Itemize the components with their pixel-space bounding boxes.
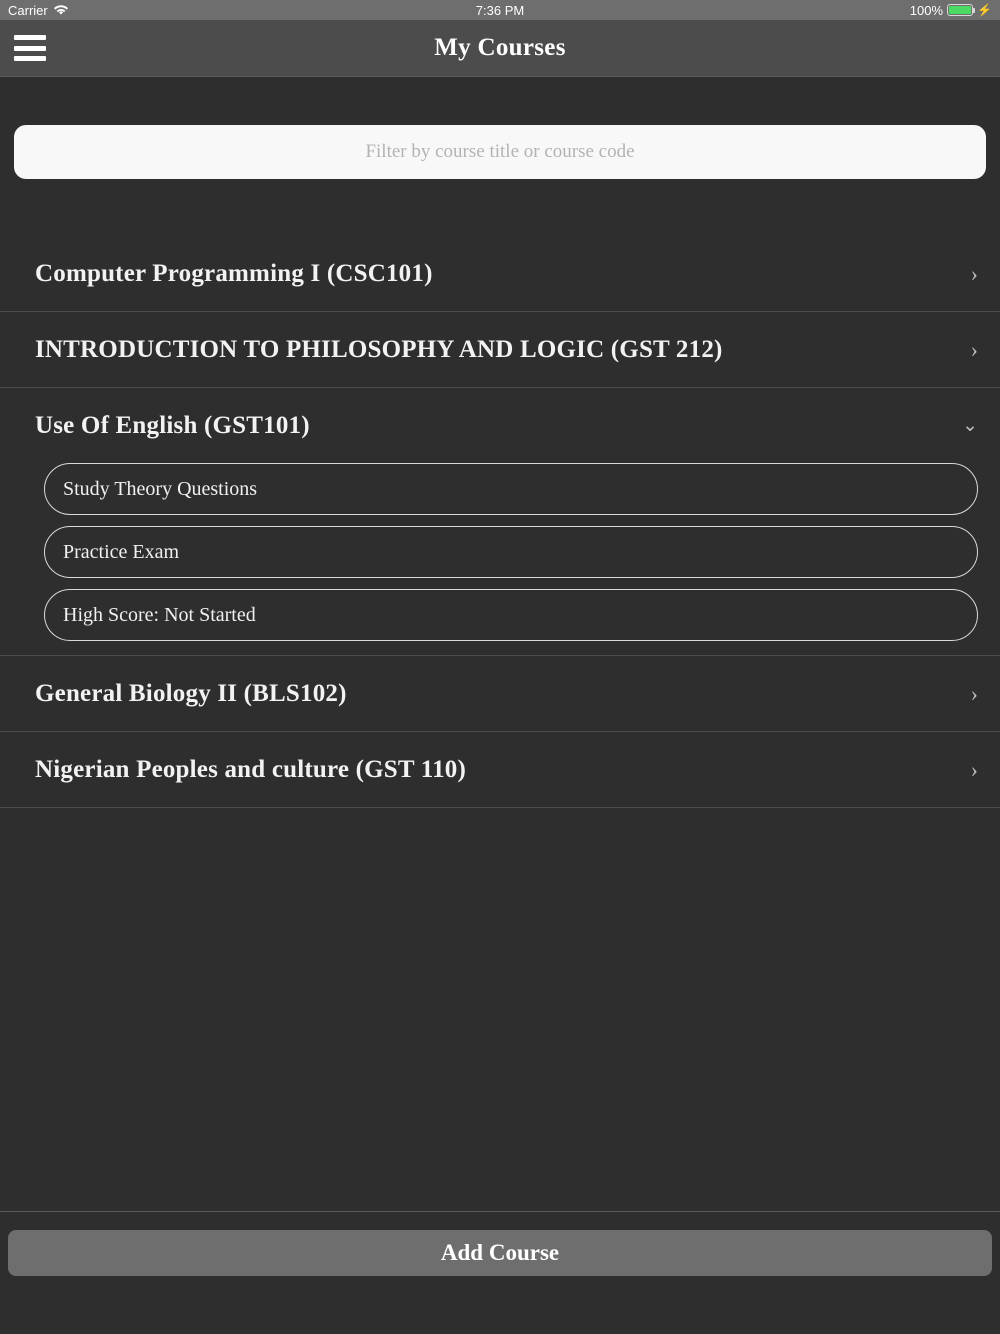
status-bar-time: 7:36 PM — [475, 2, 525, 18]
add-course-button[interactable]: Add Course — [8, 1230, 992, 1276]
page-title: My Courses — [434, 34, 566, 61]
chevron-right-icon: › — [970, 260, 978, 286]
course-header[interactable] — [0, 388, 1000, 463]
charging-bolt-icon: ⚡ — [977, 3, 992, 17]
practice-exam-button[interactable]: Practice Exam — [44, 526, 978, 578]
course-list — [0, 236, 1000, 1211]
battery-icon — [947, 4, 973, 16]
course-title: General Biology II (BLS102) — [35, 679, 347, 707]
chevron-right-icon: › — [970, 336, 978, 362]
footer-spacer — [0, 1294, 1000, 1334]
search-section — [0, 77, 1000, 179]
status-bar-right — [910, 3, 992, 18]
battery-fill — [949, 6, 971, 14]
course-header[interactable] — [0, 236, 1000, 311]
course-title: Use Of English (GST101) — [35, 411, 310, 439]
search-input[interactable] — [14, 125, 986, 179]
course-row — [0, 236, 1000, 312]
course-title: Computer Programming I (CSC101) — [35, 259, 433, 287]
course-row — [0, 312, 1000, 388]
course-title: INTRODUCTION TO PHILOSOPHY AND LOGIC (GST 212) — [35, 335, 723, 363]
navigation-bar — [0, 20, 1000, 77]
course-header[interactable] — [0, 732, 1000, 807]
course-title: Nigerian Peoples and culture (GST 110) — [35, 755, 467, 783]
study-theory-questions-button[interactable]: Study Theory Questions — [44, 463, 978, 515]
course-row — [0, 656, 1000, 732]
course-header[interactable] — [0, 656, 1000, 731]
battery-percent-label: 100% — [909, 2, 944, 18]
course-row-expanded — [0, 388, 1000, 656]
high-score-status[interactable]: High Score: Not Started — [44, 589, 978, 641]
chevron-down-icon: ⌄ — [962, 415, 978, 436]
chevron-right-icon: › — [970, 680, 978, 706]
footer-bar — [0, 1211, 1000, 1294]
course-row — [0, 732, 1000, 808]
status-bar — [0, 0, 1000, 20]
course-header[interactable] — [0, 312, 1000, 387]
carrier-label: Carrier — [8, 2, 48, 18]
course-sub-list — [0, 463, 1000, 655]
chevron-right-icon: › — [970, 756, 978, 782]
